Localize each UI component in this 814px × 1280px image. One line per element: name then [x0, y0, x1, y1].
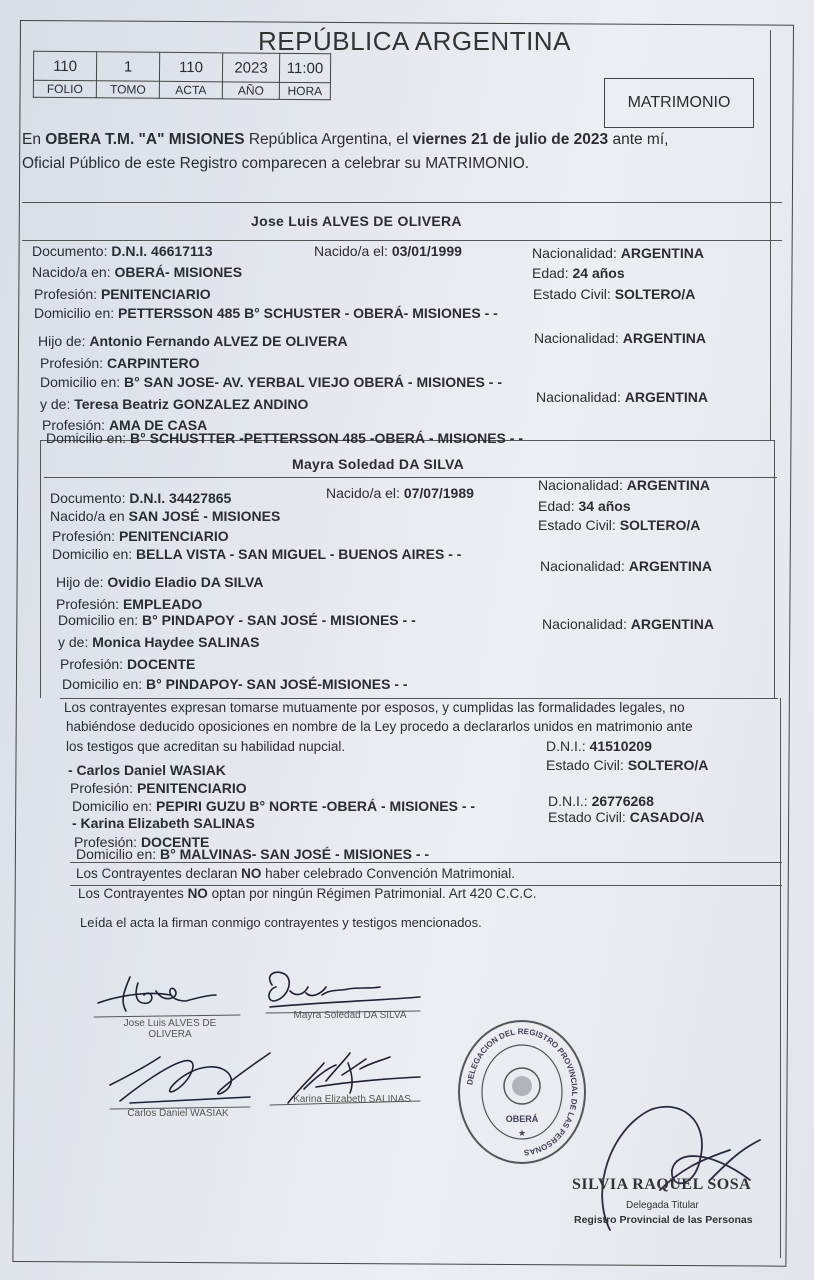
label: Hijo de: [56, 574, 104, 590]
official-seal [458, 1020, 586, 1164]
witness1-address [72, 798, 475, 814]
value: CARPINTERO [106, 355, 200, 371]
witness1-civil-status [546, 757, 708, 773]
intro-paragraph [22, 128, 782, 176]
label: Profesión: [52, 528, 116, 544]
text: Los Contrayentes declaran [76, 866, 242, 881]
bride-signature-label: Mayra Soledad DA SILVA [293, 1010, 407, 1021]
value: PENITENCIARIO [118, 528, 229, 544]
divider [770, 30, 771, 440]
bride-mother-profession [60, 656, 195, 672]
label: Estado Civil: [548, 809, 626, 825]
label: Profesión: [40, 355, 104, 371]
reading-clause: Leída el acta la firman conmigo contrayentes y testigos mencionados. [80, 915, 482, 930]
text: Los Contrayentes [78, 886, 188, 901]
bride-signature [269, 972, 420, 1007]
witness2-address [76, 846, 429, 862]
groom-mother-address [46, 430, 523, 446]
intro-line2: Oficial Público de este Registro comparecen a celebrar su MATRIMONIO. [22, 155, 530, 172]
seal-ring-text: DELEGACION DEL REGISTRO PROVINCIAL DE LAS PERSONAS [465, 1026, 580, 1158]
value: SAN JOSÉ - MISIONES [128, 508, 281, 524]
divider [780, 698, 781, 1258]
label: Nacionalidad: [536, 389, 621, 405]
value: 24 años [572, 265, 625, 281]
divider [40, 440, 41, 698]
text: Jose Luis ALVES DE [123, 1018, 217, 1029]
witness1-profession [70, 780, 247, 796]
label: Domicilio en: [46, 430, 127, 446]
label: Profesión: [34, 286, 98, 302]
label: Profesión: [74, 834, 138, 850]
groom-nationality [532, 245, 704, 261]
value: OBERÁ- MISIONES [114, 264, 243, 280]
label: Nacionalidad: [542, 616, 627, 632]
witness2-dni [548, 793, 654, 809]
text: NO [241, 866, 262, 881]
bride-profession [52, 528, 229, 544]
value: B° PINDAPOY - SAN JOSÉ - MISIONES - - [142, 612, 416, 628]
value: ARGENTINA [620, 245, 704, 261]
witness1-signature-label: Carlos Daniel WASIAK [127, 1108, 229, 1119]
label: Profesión: [42, 417, 106, 433]
convention-clause [76, 866, 515, 881]
label: y de: [40, 396, 71, 412]
bride-address [52, 546, 461, 562]
value: 03/01/1999 [391, 243, 462, 259]
official-title: Delegada Titular [626, 1200, 699, 1211]
label: Nacido/a en: [32, 264, 111, 280]
value: SOLTERO/A [619, 517, 701, 533]
intro-text: ante mí, [608, 131, 669, 148]
value: ARGENTINA [624, 389, 708, 405]
witness2-name: - Karina Elizabeth SALINAS [72, 815, 255, 831]
patrimonial-clause [78, 886, 537, 901]
witness1-name: - Carlos Daniel WASIAK [68, 762, 226, 778]
text: OLIVERA [148, 1029, 192, 1040]
acta-label: ACTA [159, 81, 222, 99]
divider [70, 862, 782, 863]
acta-value: 110 [159, 52, 222, 82]
groom-signature [98, 977, 216, 1011]
label: Domicilio en: [72, 798, 153, 814]
label: Edad: [538, 498, 575, 514]
label: Profesión: [60, 656, 124, 672]
seal-drawing [460, 1022, 584, 1162]
divider [60, 698, 778, 699]
intro-date: viernes 21 de julio de 2023 [412, 131, 609, 148]
intro-place: OBERA T.M. "A" MISIONES [45, 131, 245, 148]
document-title: REPÚBLICA ARGENTINA [258, 26, 571, 56]
official-organization: Registro Provincial de las Personas [574, 1214, 753, 1226]
divider [774, 440, 775, 698]
bride-age [538, 498, 631, 514]
groom-profession [34, 286, 211, 302]
bride-father-nationality [540, 558, 712, 574]
value: 07/07/1989 [403, 485, 474, 501]
value: PENITENCIARIO [136, 780, 247, 796]
value: B° MALVINAS- SAN JOSÉ - MISIONES - - [160, 846, 430, 862]
registry-box [33, 51, 331, 101]
value: B° SAN JOSE- AV. YERBAL VIEJO OBERÁ - MISIONES - - [124, 374, 502, 390]
groom-father-profession [40, 355, 200, 371]
value: DOCENTE [140, 834, 210, 850]
divider [22, 240, 782, 241]
folio-label: FOLIO [33, 80, 96, 98]
value: AMA DE CASA [108, 417, 208, 433]
bride-birthplace [50, 508, 280, 524]
label: D.N.I.: [548, 793, 588, 809]
label: Estado Civil: [546, 757, 624, 773]
value: Antonio Fernando ALVEZ DE OLIVERA [89, 333, 348, 349]
value: 34 años [578, 498, 631, 514]
value: Monica Haydee SALINAS [92, 634, 260, 650]
label: Estado Civil: [538, 517, 616, 533]
groom-mother-nationality [536, 389, 708, 405]
groom-age [532, 265, 625, 281]
official-name: SILVIA RAQUEL SOSA [572, 1176, 752, 1193]
groom-birthdate [314, 243, 462, 259]
value: CASADO/A [629, 809, 705, 825]
label: Domicilio en: [34, 305, 115, 321]
groom-civil-status [533, 286, 695, 302]
value: Ovidio Eladio DA SILVA [107, 574, 264, 590]
label: Domicilio en: [76, 846, 157, 862]
label: Nacionalidad: [534, 330, 619, 346]
groom-father-nationality [534, 330, 706, 346]
value: 41510209 [589, 738, 652, 754]
bride-name: Mayra Soledad DA SILVA [292, 456, 465, 472]
value: BELLA VISTA - SAN MIGUEL - BUENOS AIRES - - [136, 546, 462, 562]
value: ARGENTINA [630, 616, 714, 632]
label: Nacionalidad: [538, 477, 623, 493]
label: Documento: [50, 490, 126, 506]
witness2-civil-status [548, 809, 704, 825]
label: Nacido/a el: [326, 485, 400, 501]
text: haber celebrado Convención Matrimonial. [261, 866, 515, 881]
value: PEPIRI GUZU B° NORTE -OBERÁ - MISIONES - - [156, 798, 476, 814]
groom-signature-label [100, 1018, 240, 1040]
intro-text: República Argentina, el [244, 131, 413, 148]
groom-mother [40, 396, 308, 412]
tomo-value: 1 [96, 52, 159, 82]
label: D.N.I.: [546, 738, 586, 754]
groom-name: Jose Luis ALVES DE OLIVERA [251, 213, 462, 229]
declaration-line: Los contrayentes expresan tomarse mutuamente por esposos, y cumplidas las formalidades legales, no [64, 700, 685, 715]
divider [22, 202, 782, 203]
groom-address [34, 305, 498, 321]
label: Edad: [532, 265, 569, 281]
value: PETTERSSON 485 B° SCHUSTER - OBERÁ- MISIONES - - [118, 305, 498, 321]
year-label: AÑO [222, 82, 279, 99]
groom-birthplace [32, 264, 242, 280]
witness2-signature-label: Karina Elizabeth SALINAS [293, 1094, 411, 1105]
text: optan por ningún Régimen Patrimonial. Art 420 C.C.C. [207, 886, 537, 901]
label: Estado Civil: [533, 286, 611, 302]
label: Domicilio en: [58, 612, 139, 628]
bride-mother [58, 634, 260, 650]
value: EMPLEADO [122, 596, 203, 612]
value: Teresa Beatriz GONZALEZ ANDINO [74, 396, 309, 412]
bride-dni: D.N.I. 34427865 [129, 490, 232, 506]
bride-birthdate [326, 485, 474, 501]
label: Domicilio en: [52, 546, 133, 562]
value: SOLTERO/A [614, 286, 696, 302]
bride-father-address [58, 612, 416, 628]
value: B° SCHUSTTER -PETTERSSON 485 -OBERÁ - MISIONES - - [130, 430, 524, 446]
act-type-box [604, 78, 754, 128]
label: Hijo de: [38, 333, 86, 349]
groom-document [32, 243, 213, 259]
act-type: MATRIMONIO [627, 94, 731, 111]
seal-city: OBERÁ [505, 1114, 539, 1124]
value: B° PINDAPOY- SAN JOSÉ-MISIONES - - [146, 676, 408, 692]
bride-mother-nationality [542, 616, 714, 632]
folio-value: 110 [33, 51, 96, 81]
star-icon: ★ [517, 1128, 527, 1138]
declaration-line: los testigos que acreditan su habilidad nupcial. [66, 739, 346, 754]
value: SOLTERO/A [627, 757, 709, 773]
label: Nacido/a el: [314, 243, 388, 259]
bride-father-profession [56, 596, 202, 612]
label: y de: [58, 634, 89, 650]
value: 26776268 [591, 793, 654, 809]
bride-mother-address [62, 676, 408, 692]
groom-father-address [40, 374, 502, 390]
value: PENITENCIARIO [100, 286, 211, 302]
declaration-line: habiéndose deducido oposiciones en nombre de la Ley procedo a declararlos unidos en matrimonio ante [66, 719, 693, 734]
groom-dni: D.N.I. 46617113 [111, 243, 213, 259]
label: Nacionalidad: [540, 558, 625, 574]
groom-father [38, 333, 348, 349]
bride-civil-status [538, 517, 700, 533]
witness1-dni [546, 738, 652, 754]
time-label: HORA [279, 82, 330, 99]
label: Domicilio en: [40, 374, 121, 390]
label: Domicilio en: [62, 676, 143, 692]
label: Profesión: [56, 596, 120, 612]
label: Nacido/a en [50, 508, 125, 524]
value: DOCENTE [126, 656, 196, 672]
intro-text: En [22, 131, 46, 148]
value: ARGENTINA [622, 330, 706, 346]
label: Profesión: [70, 780, 134, 796]
value: ARGENTINA [626, 477, 710, 493]
label: Nacionalidad: [532, 245, 617, 261]
bride-nationality [538, 477, 710, 493]
label: Documento: [32, 243, 108, 259]
text: NO [187, 886, 208, 901]
witness1-signature [110, 1053, 270, 1103]
time-value: 11:00 [279, 53, 330, 82]
bride-father [56, 574, 263, 590]
year-value: 2023 [222, 53, 279, 82]
bride-document [50, 490, 231, 506]
tomo-label: TOMO [96, 81, 159, 99]
value: ARGENTINA [628, 558, 712, 574]
